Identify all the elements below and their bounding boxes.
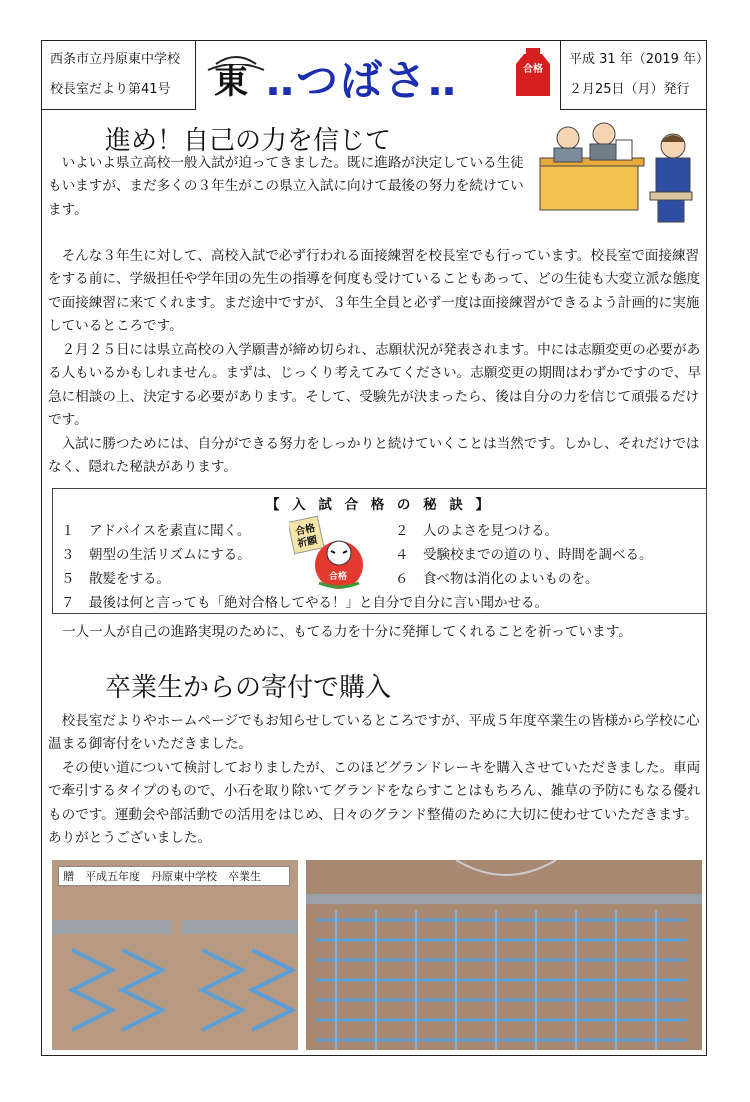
interview-illustration [538, 118, 698, 230]
logo-char: 東 [214, 62, 248, 102]
issue-year: 平成 31 年（2019 年） [569, 52, 710, 67]
issue-date: ２月25日（月）発行 [569, 82, 690, 97]
rake-full-photo [306, 860, 702, 1050]
daruma-label-2: 祈願 [296, 534, 319, 550]
section1-paragraph-4: 入試に勝つためには、自分ができる努力をしっかりと続けていくことは当然です。しかし、それだけではなく、隠れた秘訣があります。 [48, 436, 700, 476]
section1-paragraph-2: そんな３年生に対して、高校入試で必ず行われる面接練習を校長室でも行っています。校長室で面接練習をする前に、学級担任や学年団の先生の指導を何度も受けていることもあって、どの生徒も大変立派な態度で面接練習に来てくれます。まだ途中ですが、３年生全員と必ず一度は面接練習ができるよう計画的に実施しているところです。 [48, 248, 701, 335]
logo-text: ‥つばさ‥ [266, 56, 459, 105]
rake-full-icon [306, 860, 702, 1050]
section1-paragraph-3: ２月２５日には県立高校の入学願書が締め切られ、志願状況が発表されます。中には志願変更の必要がある人もいるかもしれません。まずは、じっくり考えてみてください。志願変更の期間はわずかですので、早急に相談の上、決定する必要があります。そして、受験先が決まったら、後は自分の力を信じて頑張るだけです。 [48, 342, 702, 429]
tips-box [52, 488, 707, 614]
section2-paragraph-2: その使い道について検討しておりましたが、このほどグランドレーキを購入させていただきました。車両で牽引するタイプのもので、小石を取り除いてグランドをならすことはもちろん、雑草の予防にもなる優れものです。運動会や部活動での活用をはじめ、日々のグランド整備のために大切に使わせていただきます。ありがとうございました。 [48, 760, 701, 847]
section2-title: 卒業生からの寄付で購入 [105, 673, 392, 703]
school-name: 西条市立丹原東中学校 [50, 52, 181, 67]
section2-paragraph-1: 校長室だよりやホームページでもお知らせしているところですが、平成５年度卒業生の皆様から学校に心温まる御寄付をいただきました。 [48, 713, 700, 753]
tips-title: 【 入 試 合 格 の 秘 訣 】 [265, 497, 494, 513]
header-right [560, 40, 710, 110]
header-left [41, 40, 196, 110]
daruma-icon [289, 513, 367, 593]
section1-paragraph-1: いよいよ県立高校一般入試が迫ってきました。既に進路が決定している生徒もいますが、まだ多くの３年生がこの県立入試に向けて最後の努力を続けています。 [48, 155, 524, 218]
tip-2: ２ 人のよさを見つける。 [395, 523, 558, 539]
donation-sign: 贈 平成五年度 丹原東中学校 卒業生 [58, 866, 290, 886]
tip-5: ５ 散髪をする。 [61, 571, 170, 587]
stamp-text: 合格 [523, 64, 543, 75]
section1-title: 進め！自己の力を信じて [105, 126, 392, 156]
tip-7: ７ 最後は何と言っても「絶対合格してやる！」と自分で自分に言い聞かせる。 [61, 595, 548, 611]
goukaku-stamp-icon [514, 46, 552, 102]
tip-1: １ アドバイスを素直に聞く。 [61, 523, 251, 539]
issue-number: 校長室だより第41号 [50, 82, 171, 97]
daruma-belly: 合格 [329, 572, 348, 582]
tip-6: ６ 食べ物は消化のよいものを。 [395, 571, 599, 587]
tips-closing: 一人一人が自己の進路実現のために、もてる力を十分に発揮してくれることを祈っています。 [62, 624, 632, 640]
tip-4: ４ 受験校までの道のり、時間を調べる。 [395, 547, 653, 563]
rake-closeup-icon [52, 860, 298, 1050]
newsletter-logo [196, 40, 560, 110]
tip-3: ３ 朝型の生活リズムにする。 [61, 547, 251, 563]
daruma-label-1: 合格 [294, 522, 317, 538]
rake-closeup-photo [52, 860, 298, 1050]
